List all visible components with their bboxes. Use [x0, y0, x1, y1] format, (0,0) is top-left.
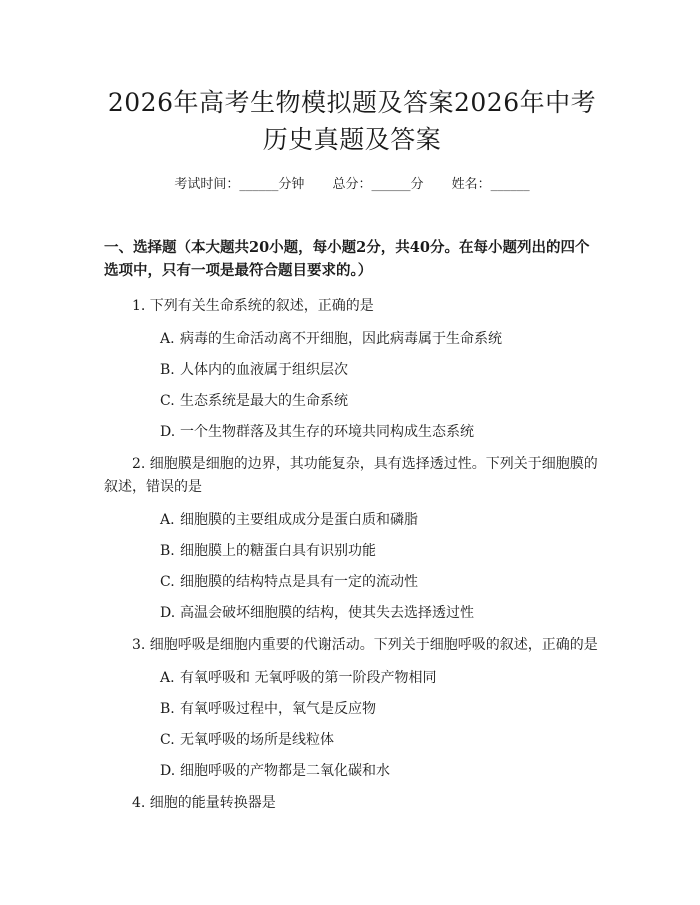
question-1: 1. 下列有关生命系统的叙述，正确的是: [132, 298, 374, 314]
section-heading: 一、选择题（本大题共20小题，每小题2分，共40分。在每小题列出的四个选项中，只有一项是最符合题目要求的。）: [104, 239, 590, 279]
option-letter: C.: [160, 393, 175, 409]
question-2-option-a: [104, 510, 600, 530]
option-text: 病毒的生命活动离不开细胞，因此病毒属于生命系统: [180, 331, 502, 347]
question-1-option-c: [104, 391, 600, 411]
option-text: 一个生物群落及其生存的环境共同构成生态系统: [180, 424, 474, 440]
option-text: 无氧呼吸的场所是线粒体: [180, 732, 334, 748]
question-4: 4. 细胞的能量转换器是: [132, 795, 276, 811]
question-2-option-b: [104, 541, 600, 561]
option-text: 细胞膜的主要组成成分是蛋白质和磷脂: [180, 512, 418, 528]
option-text: 细胞呼吸的产物都是二氧化碳和水: [180, 763, 390, 779]
option-letter: B.: [160, 543, 175, 559]
option-letter: A.: [160, 331, 175, 347]
option-letter: A.: [160, 512, 175, 528]
question-2-option-d: [104, 603, 600, 623]
option-text: 有氧呼吸过程中，氧气是反应物: [180, 701, 376, 717]
question-3-option-a: [104, 668, 600, 688]
exam-meta: [104, 173, 600, 192]
option-letter: D.: [160, 424, 176, 440]
option-text: 细胞膜上的糖蛋白具有识别功能: [180, 543, 376, 559]
option-letter: B.: [160, 362, 175, 378]
question-2: 2. 细胞膜是细胞的边界，其功能复杂，具有选择透过性。下列关于细胞膜的叙述，错误的是: [104, 456, 598, 495]
question-3-option-b: [104, 699, 600, 719]
option-letter: C.: [160, 732, 175, 748]
option-text: 高温会破坏细胞膜的结构，使其失去选择透过性: [180, 605, 474, 621]
question-3-option-c: [104, 730, 600, 750]
option-letter: C.: [160, 574, 175, 590]
question-2-option-c: [104, 572, 600, 592]
student-name: 姓名：______: [451, 177, 530, 192]
option-letter: D.: [160, 763, 176, 779]
question-1-option-a: [104, 329, 600, 349]
exam-time: 考试时间：______分钟: [174, 177, 305, 192]
option-letter: D.: [160, 605, 176, 621]
option-text: 有氧呼吸和 无氧呼吸的第一阶段产物相同: [180, 670, 437, 686]
question-1-option-b: [104, 360, 600, 380]
option-text: 人体内的血液属于组织层次: [180, 362, 348, 378]
question-3-option-d: [104, 761, 600, 781]
question-1-option-d: [104, 422, 600, 442]
option-text: 生态系统是最大的生命系统: [180, 393, 348, 409]
exam-total-score: 总分：______分: [332, 177, 424, 192]
question-3: 3. 细胞呼吸是细胞内重要的代谢活动。下列关于细胞呼吸的叙述，正确的是: [132, 637, 598, 653]
document-title: [104, 84, 600, 158]
title-line-2: 历史真题及答案: [262, 125, 442, 154]
option-letter: B.: [160, 701, 175, 717]
option-letter: A.: [160, 670, 175, 686]
title-line-1: 2026年高考生物模拟题及答案2026年中考: [107, 88, 597, 117]
option-text: 细胞膜的结构特点是具有一定的流动性: [180, 574, 418, 590]
